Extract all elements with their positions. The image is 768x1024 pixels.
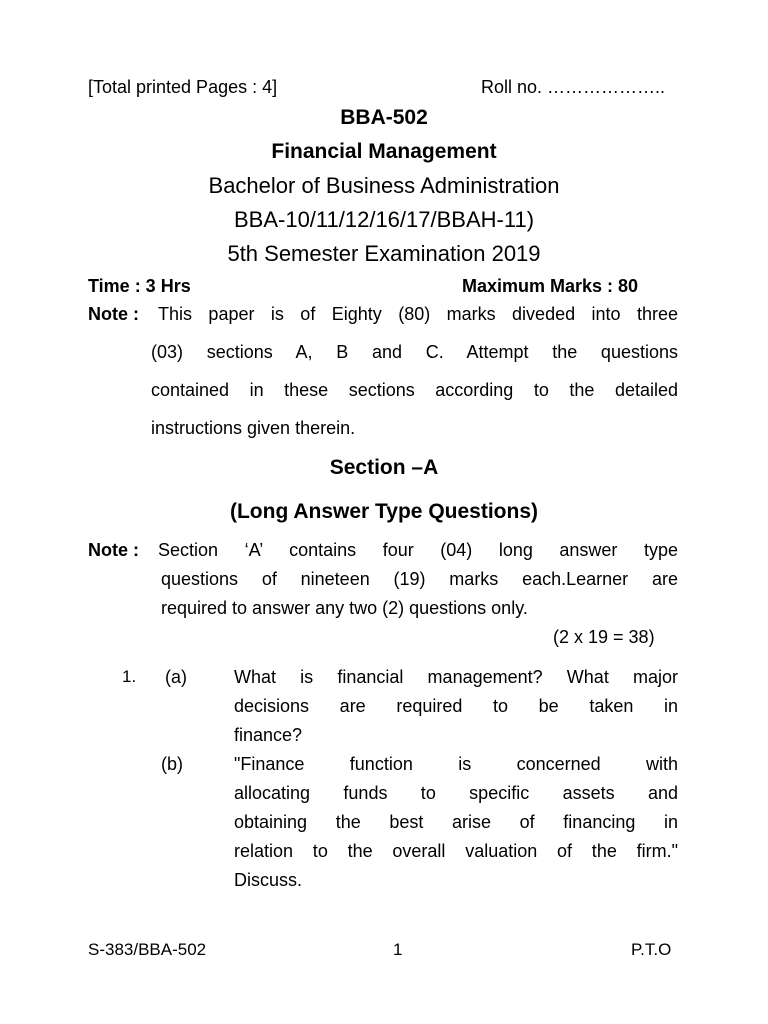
subquestion-a-line: finance? bbox=[234, 725, 303, 745]
subquestion-a-line: decisions are required to be taken in bbox=[234, 696, 678, 716]
programme-name: Bachelor of Business Administration bbox=[208, 173, 560, 198]
section-marks: (2 x 19 = 38) bbox=[553, 627, 655, 647]
paper-code: BBA-502 bbox=[340, 106, 428, 129]
note-line: (03) sections A, B and C. Attempt the questions bbox=[151, 342, 678, 362]
note-first-line: This paper is of Eighty (80) marks diveded into three bbox=[158, 304, 678, 324]
note-line: contained in these sections according to the detailed bbox=[151, 380, 678, 400]
roll-number: Roll no. ……………….. bbox=[481, 77, 666, 97]
subquestion-b-line: allocating funds to specific assets and bbox=[234, 783, 678, 803]
batch-codes: BBA-10/11/12/16/17/BBAH-11) bbox=[233, 207, 535, 232]
footer-page-number: 1 bbox=[393, 940, 403, 959]
section-title: Section –A bbox=[329, 456, 439, 479]
subquestion-b-line: Discuss. bbox=[234, 870, 303, 890]
section-subtitle: (Long Answer Type Questions) bbox=[229, 500, 539, 523]
total-pages: [Total printed Pages : 4] bbox=[88, 77, 278, 97]
subject-title: Financial Management bbox=[271, 140, 497, 163]
subquestion-b-line: obtaining the best arise of financing in bbox=[234, 812, 678, 832]
subquestion-a-label: (a) bbox=[165, 667, 187, 687]
subquestion-b-line: "Finance function is concerned with bbox=[234, 754, 678, 774]
note-line: instructions given therein. bbox=[151, 418, 356, 438]
maximum-marks: Maximum Marks : 80 bbox=[462, 276, 639, 296]
section-note-line: required to answer any two (2) questions only. bbox=[161, 598, 528, 618]
subquestion-b-label: (b) bbox=[161, 754, 183, 774]
note-label: Note : bbox=[88, 304, 139, 324]
subquestion-b-line: relation to the overall valuation of the firm." bbox=[234, 841, 678, 861]
subquestion-a-line: What is financial management? What major bbox=[234, 667, 678, 687]
section-note-line: questions of nineteen (19) marks each.Learner are bbox=[161, 569, 678, 589]
exam-title: 5th Semester Examination 2019 bbox=[227, 241, 541, 266]
question-number: 1. bbox=[122, 667, 137, 686]
section-note-label: Note : bbox=[88, 540, 139, 560]
footer-pto: P.T.O bbox=[631, 940, 672, 959]
footer-paper-code: S-383/BBA-502 bbox=[88, 940, 207, 959]
section-note-first-line: Section ‘A’ contains four (04) long answer type bbox=[158, 540, 678, 560]
time-allowed: Time : 3 Hrs bbox=[88, 276, 191, 296]
